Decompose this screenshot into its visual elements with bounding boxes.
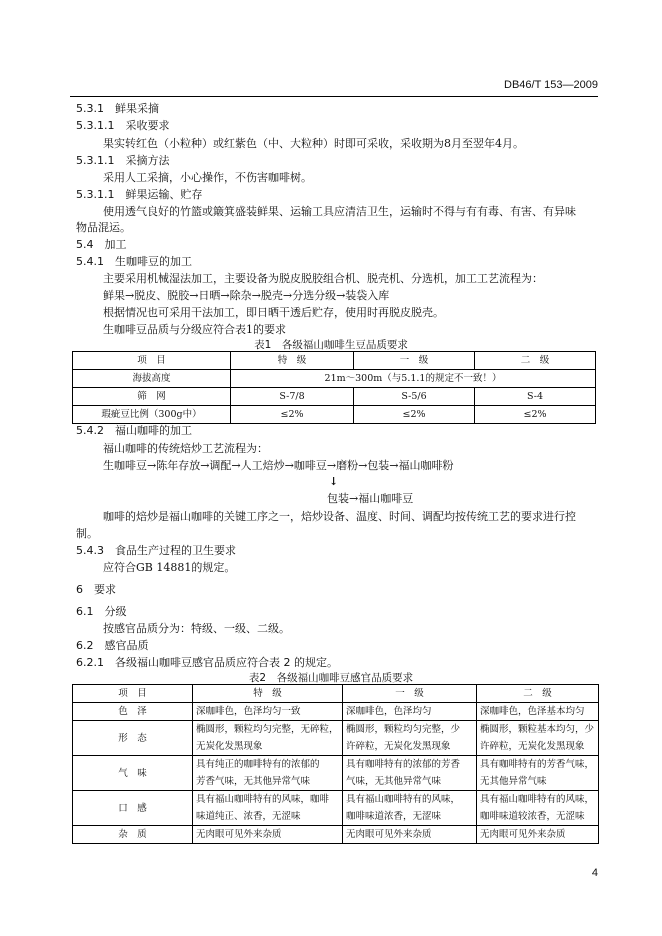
- table2-header-cell: 项 目: [73, 685, 193, 703]
- table2-cell: [193, 721, 343, 756]
- table2-row-label: 气 味: [73, 756, 193, 791]
- paragraph-5-4-3: 应符合GB 14881的规定。: [103, 561, 236, 574]
- heading-6: 6 要求: [76, 583, 116, 596]
- cell-line: 气味，无其他异常气味: [346, 776, 442, 787]
- table2-cell: [477, 703, 599, 721]
- cell-line: 深咖啡色，色泽均匀一致: [196, 706, 301, 717]
- table-row: [73, 703, 599, 721]
- table2-cell: [477, 721, 599, 756]
- table1-header-cell: 一 级: [354, 352, 475, 370]
- paragraph-5-4-2-1: 福山咖啡的传统焙炒工艺流程为：: [103, 442, 268, 455]
- table2-row-label: 形 态: [73, 721, 193, 756]
- cell-line: 具有福山咖啡特有的风味，: [480, 794, 595, 805]
- heading-5-4-1: 5.4.1 生咖啡豆的加工: [76, 255, 192, 268]
- table1-caption: 表1 各级福山咖啡生豆品质要求: [254, 339, 408, 351]
- table2-cell: [343, 721, 477, 756]
- cell-line: 具有福山咖啡特有的风味，: [346, 794, 461, 805]
- table2-cell: [343, 703, 477, 721]
- cell-line: 深咖啡色，色泽基本均匀: [480, 706, 585, 717]
- heading-5-3-1: 5.3.1 鲜果采摘: [76, 102, 159, 115]
- cell-line: 椭圆形，颗粒均匀完整，少: [346, 724, 461, 735]
- table-row: [73, 406, 596, 424]
- table1-cell: S-7/8: [231, 388, 354, 406]
- table1-cell: 瑕疵豆比例（300g中）: [73, 406, 231, 424]
- cell-line: 咖啡味道较浓香，无涩味: [480, 811, 585, 822]
- table1: [72, 351, 596, 424]
- paragraph-harvest-req: 果实转红色（小粒种）或红紫色（中、大粒种）时即可采收，采收期为8月至翌年4月。: [103, 137, 524, 150]
- cell-line: 具有咖啡特有的芳香气味，: [480, 759, 595, 770]
- cell-line: 芳香气味，无其他异常气味: [196, 776, 311, 787]
- cell-line: 具有咖啡特有的浓郁的芳香: [346, 759, 461, 770]
- table2-cell: [343, 791, 477, 826]
- table1-cell: ≤2%: [354, 406, 475, 424]
- heading-6-1: 6.1 分级: [76, 605, 127, 618]
- heading-5-3-1-1-transport: 5.3.1.1 鲜果运输、贮存: [76, 188, 203, 201]
- table-row: [73, 388, 596, 406]
- table2-header-row: [73, 685, 599, 703]
- table1-cell: S-5/6: [354, 388, 475, 406]
- table2-row-label: 杂 质: [73, 826, 193, 844]
- cell-line: 无其他异常气味: [480, 776, 547, 787]
- heading-5-3-1-1-harvest-req: 5.3.1.1 采收要求: [76, 119, 170, 132]
- heading-6-2-1: 6.2.1 各级福山咖啡豆感官品质应符合表 2 的规定。: [76, 656, 338, 669]
- table2-cell: [343, 756, 477, 791]
- heading-5-4-3: 5.4.3 食品生产过程的卫生要求: [76, 544, 236, 557]
- table2-caption: 表2 各级福山咖啡豆感官品质要求: [248, 672, 414, 684]
- cell-line: 具有福山咖啡特有的风味，咖啡: [196, 794, 330, 805]
- down-arrow-icon: ↓: [329, 475, 339, 488]
- table2-header-cell: 二 级: [477, 685, 599, 703]
- paragraph-5-4-2-2a: 咖啡的焙炒是福山咖啡的关键工序之一，焙炒设备、温度、时间、调配均按传统工艺的要求进行控: [103, 510, 576, 523]
- flow-line-1: 生咖啡豆→陈年存放→调配→人工焙炒→咖啡豆→磨粉→包装→福山咖啡粉: [103, 459, 454, 472]
- flow-line-2: 包装→福山咖啡豆: [327, 492, 414, 505]
- cell-line: 许碎粒，无炭化发黑现象: [346, 741, 451, 752]
- table2-row-label: 色 泽: [73, 703, 193, 721]
- paragraph-5-4-1-3: 根据情况也可采用干法加工，即日晒干透后贮存，使用时再脱皮脱壳。: [103, 306, 444, 319]
- cell-line: 无炭化发黑现象: [196, 741, 263, 752]
- cell-line: 无肉眼可见外来杂质: [196, 829, 282, 840]
- table2-cell: [343, 826, 477, 844]
- heading-5-4: 5.4 加工: [76, 238, 127, 251]
- table1-cell: 海拔高度: [73, 370, 231, 388]
- table2-header-cell: 一 级: [343, 685, 477, 703]
- table2-cell: [477, 756, 599, 791]
- table2-cell: [193, 826, 343, 844]
- heading-5-4-2: 5.4.2 福山咖啡的加工: [76, 424, 192, 437]
- heading-6-2: 6.2 感官品质: [76, 639, 149, 652]
- paragraph-method: 采用人工采摘，小心操作，不伤害咖啡树。: [103, 171, 312, 184]
- cell-line: 味道纯正、浓香，无涩味: [196, 811, 301, 822]
- table1-cell: 筛 网: [73, 388, 231, 406]
- table2-cell: [477, 791, 599, 826]
- cell-line: 椭圆形，颗粒均匀完整，无碎粒，: [196, 724, 339, 735]
- cell-line: 咖啡味道浓香，无涩味: [346, 811, 442, 822]
- table2-cell: [477, 826, 599, 844]
- page-number: 4: [591, 867, 598, 879]
- table2-header-cell: 特 级: [193, 685, 343, 703]
- cell-line: 无肉眼可见外来杂质: [480, 829, 566, 840]
- table-row: [73, 721, 599, 756]
- table-row: [73, 756, 599, 791]
- cell-line: 深咖啡色，色泽均匀: [346, 706, 432, 717]
- table2-cell: [193, 703, 343, 721]
- table1-header-cell: 项 目: [73, 352, 231, 370]
- table2: [72, 684, 599, 844]
- paragraph-5-4-1-4: 生咖啡豆品质与分级应符合表1的要求: [103, 323, 286, 336]
- paragraph-5-4-2-2b: 制。: [76, 527, 98, 540]
- table-row: [73, 826, 599, 844]
- table2-cell: [193, 756, 343, 791]
- table1-cell: ≤2%: [231, 406, 354, 424]
- table1-header-cell: 二 级: [475, 352, 596, 370]
- header-rule: [70, 96, 598, 97]
- table-row: [73, 370, 596, 388]
- cell-line: 具有纯正的咖啡特有的浓郁的: [196, 759, 320, 770]
- paragraph-6-1: 按感官品质分为：特级、一级、二级。: [103, 622, 290, 635]
- cell-line: 许碎粒，无炭化发黑现象: [480, 741, 585, 752]
- cell-line: 无肉眼可见外来杂质: [346, 829, 432, 840]
- table1-cell: ≤2%: [475, 406, 596, 424]
- heading-5-3-1-1-method: 5.3.1.1 采摘方法: [76, 154, 170, 167]
- paragraph-5-4-1-flow: 鲜果→脱皮、脱胶→日晒→除杂→脱壳→分选分级→装袋入库: [103, 289, 390, 302]
- table2-row-label: 口 感: [73, 791, 193, 826]
- paragraph-5-4-1-1: 主要采用机械湿法加工，主要设备为脱皮脱胶组合机、脱壳机、分选机，加工工艺流程为：: [103, 272, 543, 285]
- cell-line: 椭圆形，颗粒基本均匀，少: [480, 724, 595, 735]
- paragraph-transport-1: 使用透气良好的竹篮或簸箕盛装鲜果、运输工具应清洁卫生，运输时不得与有有毒、有害、有异味: [103, 205, 576, 218]
- table1-cell: 21m～300m（与5.1.1的规定不一致！）: [231, 370, 596, 388]
- table1-cell: S-4: [475, 388, 596, 406]
- table-row: [73, 791, 599, 826]
- table1-header-row: [73, 352, 596, 370]
- document-id: DB46/T 153—2009: [504, 79, 598, 91]
- table2-cell: [193, 791, 343, 826]
- table1-header-cell: 特 级: [231, 352, 354, 370]
- paragraph-transport-2: 物品混运。: [76, 221, 131, 234]
